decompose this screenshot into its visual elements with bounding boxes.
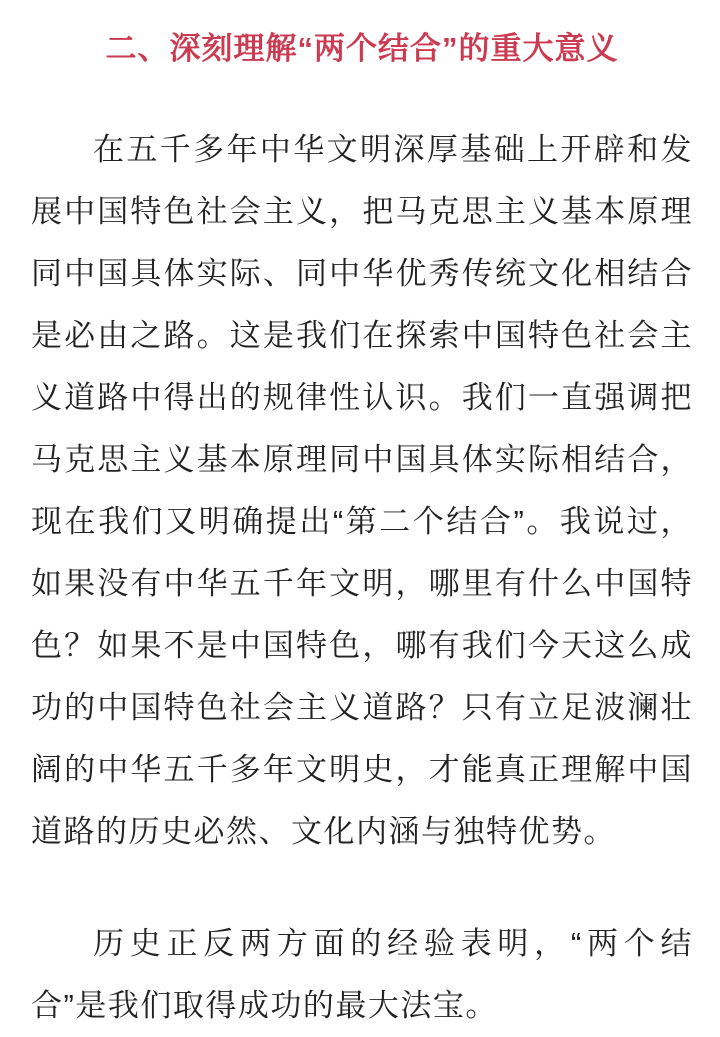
section-heading: 二、深刻理解“两个结合”的重大意义 bbox=[105, 31, 619, 66]
article-paragraph: 在五千多年中华文明深厚基础上开辟和发展中国特色社会主义，把马克思主义基本原理同中国具体实际、同中华优秀传统文化相结合是必由之路。这是我们在探索中国特色社会主义道路中得出的规律性认识。我们一直强调把马克思主义基本原理同中国具体实际相结合，现在我们又明确提出“第二个结合”。我说过，如果没有中华五千年文明，哪里有什么中国特色？如果不是中国特色，哪有我们今天这么成功的中国特色社会主义道路？只有立足波澜壮阔的中华五千多年文明史，才能真正理解中国道路的历史必然、文化内涵与独特优势。 bbox=[31, 132, 693, 850]
article-paragraph: 历史正反两方面的经验表明，“两个结合”是我们取得成功的最大法宝。 bbox=[31, 926, 693, 1024]
